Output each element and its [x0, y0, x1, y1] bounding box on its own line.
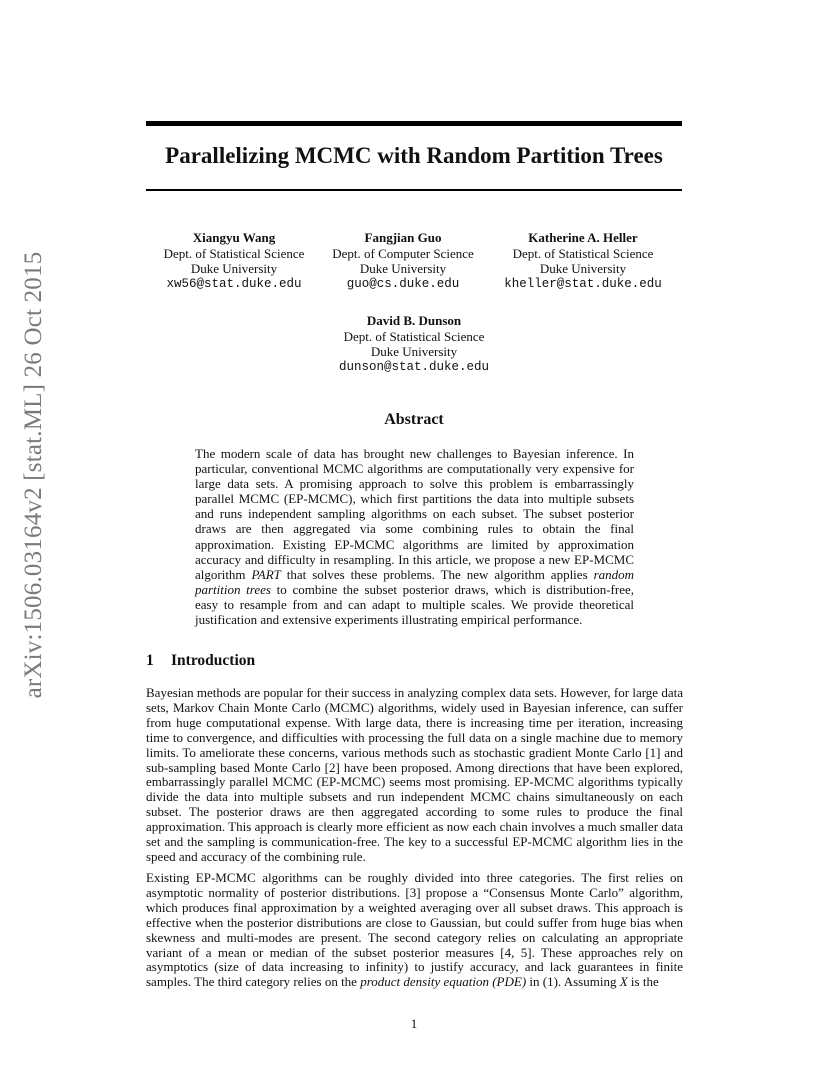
abstract-body [195, 446, 634, 627]
section-heading [146, 652, 255, 670]
author-block [318, 230, 488, 292]
author-name: Fangjian Guo [364, 230, 442, 245]
arxiv-stamp [4, 0, 64, 1072]
section-number: 1 [146, 652, 154, 669]
abstract-emphasis: PART [251, 566, 281, 582]
author-email: xw56@stat.duke.edu [166, 276, 302, 291]
author-univ: Duke University [370, 344, 458, 359]
author-univ: Duke University [359, 261, 447, 276]
author-dept: Dept. of Statistical Science [343, 328, 485, 344]
abstract-emphasis: random partition trees [195, 566, 635, 597]
math-variable: X [619, 974, 628, 990]
abstract-heading: Abstract [384, 411, 444, 428]
author-name: Xiangyu Wang [192, 230, 276, 245]
abstract-text: The modern scale of data has brought new challenges to Bayesian inference. In particular, conventional MCMC algorithms are computationally very expensive for large data sets. A promising approach to solve this problem is embarrassingly parallel MCMC (EP-MCMC), which first partitions the data into multiple subsets and runs independent sampling algorithms on each subset. The subset posterior draws are then aggregated via some combining rules to obtain the final approximation. Existing EP-MCMC algorithms are limited by approximation accuracy and difficulty in resampling. In this article, we propose a new EP-MCMC algorithm [195, 446, 634, 582]
body-paragraph: Bayesian methods are popular for their success in analyzing complex data sets. However, for large data sets, Markov Chain Monte Carlo (MCMC) algorithms, widely used in Bayesian inference, can suffer from huge computational expense. With large data, there is increasing time per iteration, increasing time to convergence, and difficulties with processing the full data on a single machine due to memory limits. To ameliorate these concerns, various methods such as stochastic gradient Monte Carlo [1] and sub-sampling based Monte Carlo [2] have been proposed. Among directions that have been explored, embarrassingly parallel MCMC (EP-MCMC) seems most promising. EP-MCMC algorithms typically divide the data into multiple subsets and run independent MCMC chains simultaneously on each subset. The posterior draws are then aggregated according to some rules to produce the final approximation. This approach is clearly more efficient as now each chain involves a much smaller data set and the sampling is communication-free. The key to a successful EP-MCMC algorithm lies in the speed and accuracy of the combining rule. [146, 685, 683, 864]
paragraph-text: Existing EP-MCMC algorithms can be roughly divided into three categories. The first relies on asymptotic normality of posterior distributions. [3] propose a “Consensus Monte Carlo” algorithm, which produces final approximation by a weighted averaging over all subset draws. This approach is effective when the posterior distributions are close to Gaussian, but could suffer from huge bias when skewness and multi-modes are present. The second category relies on calculating an appropriate variant of a mean or median of the subset posterior measures [4, 5]. These approaches rely on asymptotics (size of data increasing to infinity) to justify accuracy, and lack guarantees in finite samples. The third category relies on the [146, 870, 683, 990]
author-name: David B. Dunson [366, 313, 462, 328]
arxiv-stamp-text: arXiv:1506.03164v2 [stat.ML] 26 Oct 2015 [20, 251, 47, 699]
author-dept: Dept. of Statistical Science [163, 245, 305, 261]
author-block [492, 230, 674, 292]
paper-title: Parallelizing MCMC with Random Partition Trees [165, 143, 663, 168]
paragraph-text: in (1). Assuming [526, 974, 620, 990]
author-email: dunson@stat.duke.edu [338, 359, 490, 374]
page-number: 1 [410, 1016, 418, 1031]
abstract-text: that solves these problems. The new algorithm applies [280, 566, 594, 582]
body-paragraph [146, 871, 683, 990]
author-univ: Duke University [190, 261, 278, 276]
author-email: guo@cs.duke.edu [346, 276, 460, 291]
title-rule-top [146, 121, 682, 126]
author-block [153, 230, 315, 292]
author-univ: Duke University [539, 261, 627, 276]
author-email: kheller@stat.duke.edu [504, 276, 662, 291]
author-block [314, 313, 514, 375]
paragraph-emphasis: product density equation (PDE) [360, 974, 527, 990]
author-dept: Dept. of Statistical Science [512, 245, 654, 261]
author-dept: Dept. of Computer Science [332, 245, 474, 261]
section-title: Introduction [171, 652, 256, 669]
abstract-text: to combine the subset posterior draws, which is distribution-free, easy to resample from and can adapt to multiple scales. We provide theoretical justification and extensive experiments illustrating empirical performance. [195, 581, 635, 628]
paragraph-text: is the [627, 974, 659, 990]
title-rule-bottom [146, 189, 682, 191]
author-name: Katherine A. Heller [528, 230, 638, 245]
